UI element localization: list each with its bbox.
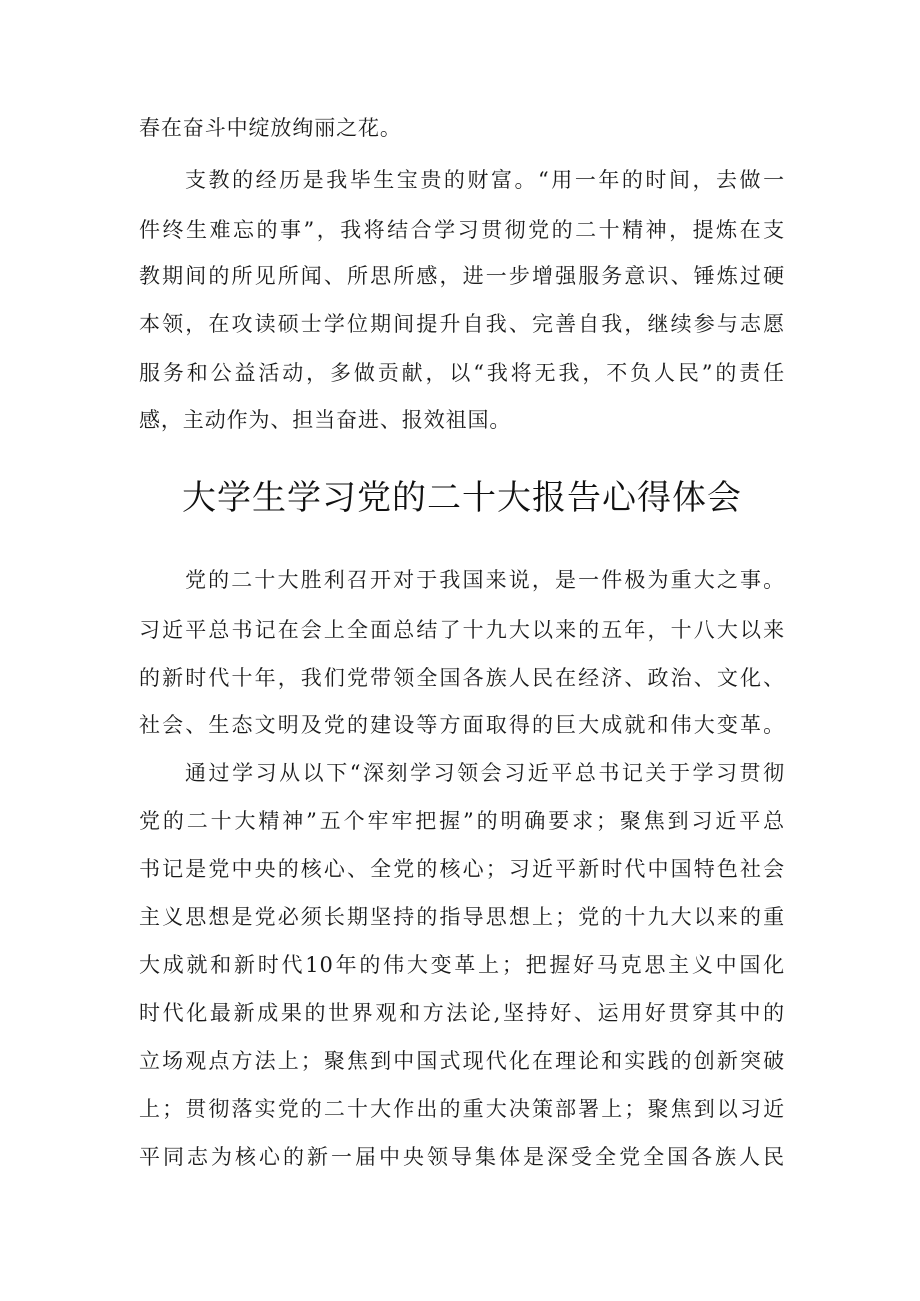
paragraph-line: 立场观点方法上；聚焦到中国式现代化在理论和实践的创新突破 (139, 1049, 785, 1073)
paragraph-line: 服务和公益活动，多做贡献，以“我将无我，不负人民”的责任 (139, 361, 785, 385)
paragraph-line: 上；贯彻落实党的二十大作出的重大决策部署上；聚焦到以习近 (139, 1097, 785, 1121)
paragraph-line: 党的二十大胜利召开对于我国来说，是一件极为重大之事。 (185, 568, 785, 592)
paragraph-line: 感，主动作为、担当奋进、报效祖国。 (139, 408, 512, 432)
paragraph-line: 主义思想是党必须长期坚持的指导思想上；党的十九大以来的重 (139, 905, 785, 929)
paragraph-line: 书记是党中央的核心、全党的核心；习近平新时代中国特色社会 (139, 857, 785, 881)
paragraph-line: 的新时代十年，我们党带领全国各族人民在经济、政治、文化、 (139, 666, 785, 690)
paragraph-line: 大成就和新时代10年的伟大变革上；把握好马克思主义中国化 (139, 953, 785, 977)
paragraph-line: 本领，在攻读硕士学位期间提升自我、完善自我，继续参与志愿 (139, 312, 785, 336)
paragraph-line: 支教的经历是我毕生宝贵的财富。“用一年的时间，去做一 (185, 168, 785, 192)
paragraph-line: 教期间的所见所闻、所思所感，进一步增强服务意识、锤炼过硬 (139, 264, 785, 288)
paragraph-line: 通过学习从以下“深刻学习领会习近平总书记关于学习贯彻 (185, 761, 785, 785)
paragraph-line: 习近平总书记在会上全面总结了十九大以来的五年，十八大以来 (139, 618, 785, 642)
paragraph-line: 平同志为核心的新一届中央领导集体是深受全党全国各族人民 (139, 1145, 785, 1169)
paragraph-line: 春在奋斗中绽放绚丽之花。 (139, 116, 402, 140)
paragraph-line: 件终生难忘的事”，我将结合学习贯彻党的二十精神，提炼在支 (139, 218, 785, 242)
article-title: 大学生学习党的二十大报告心得体会 (182, 478, 742, 518)
paragraph-line: 社会、生态文明及党的建设等方面取得的巨大成就和伟大变革。 (139, 713, 785, 737)
paragraph-line: 时代化最新成果的世界观和方法论,坚持好、运用好贯穿其中的 (139, 1001, 785, 1025)
paragraph-line: 党的二十大精神”五个牢牢把握”的明确要求；聚焦到习近平总 (139, 809, 785, 833)
